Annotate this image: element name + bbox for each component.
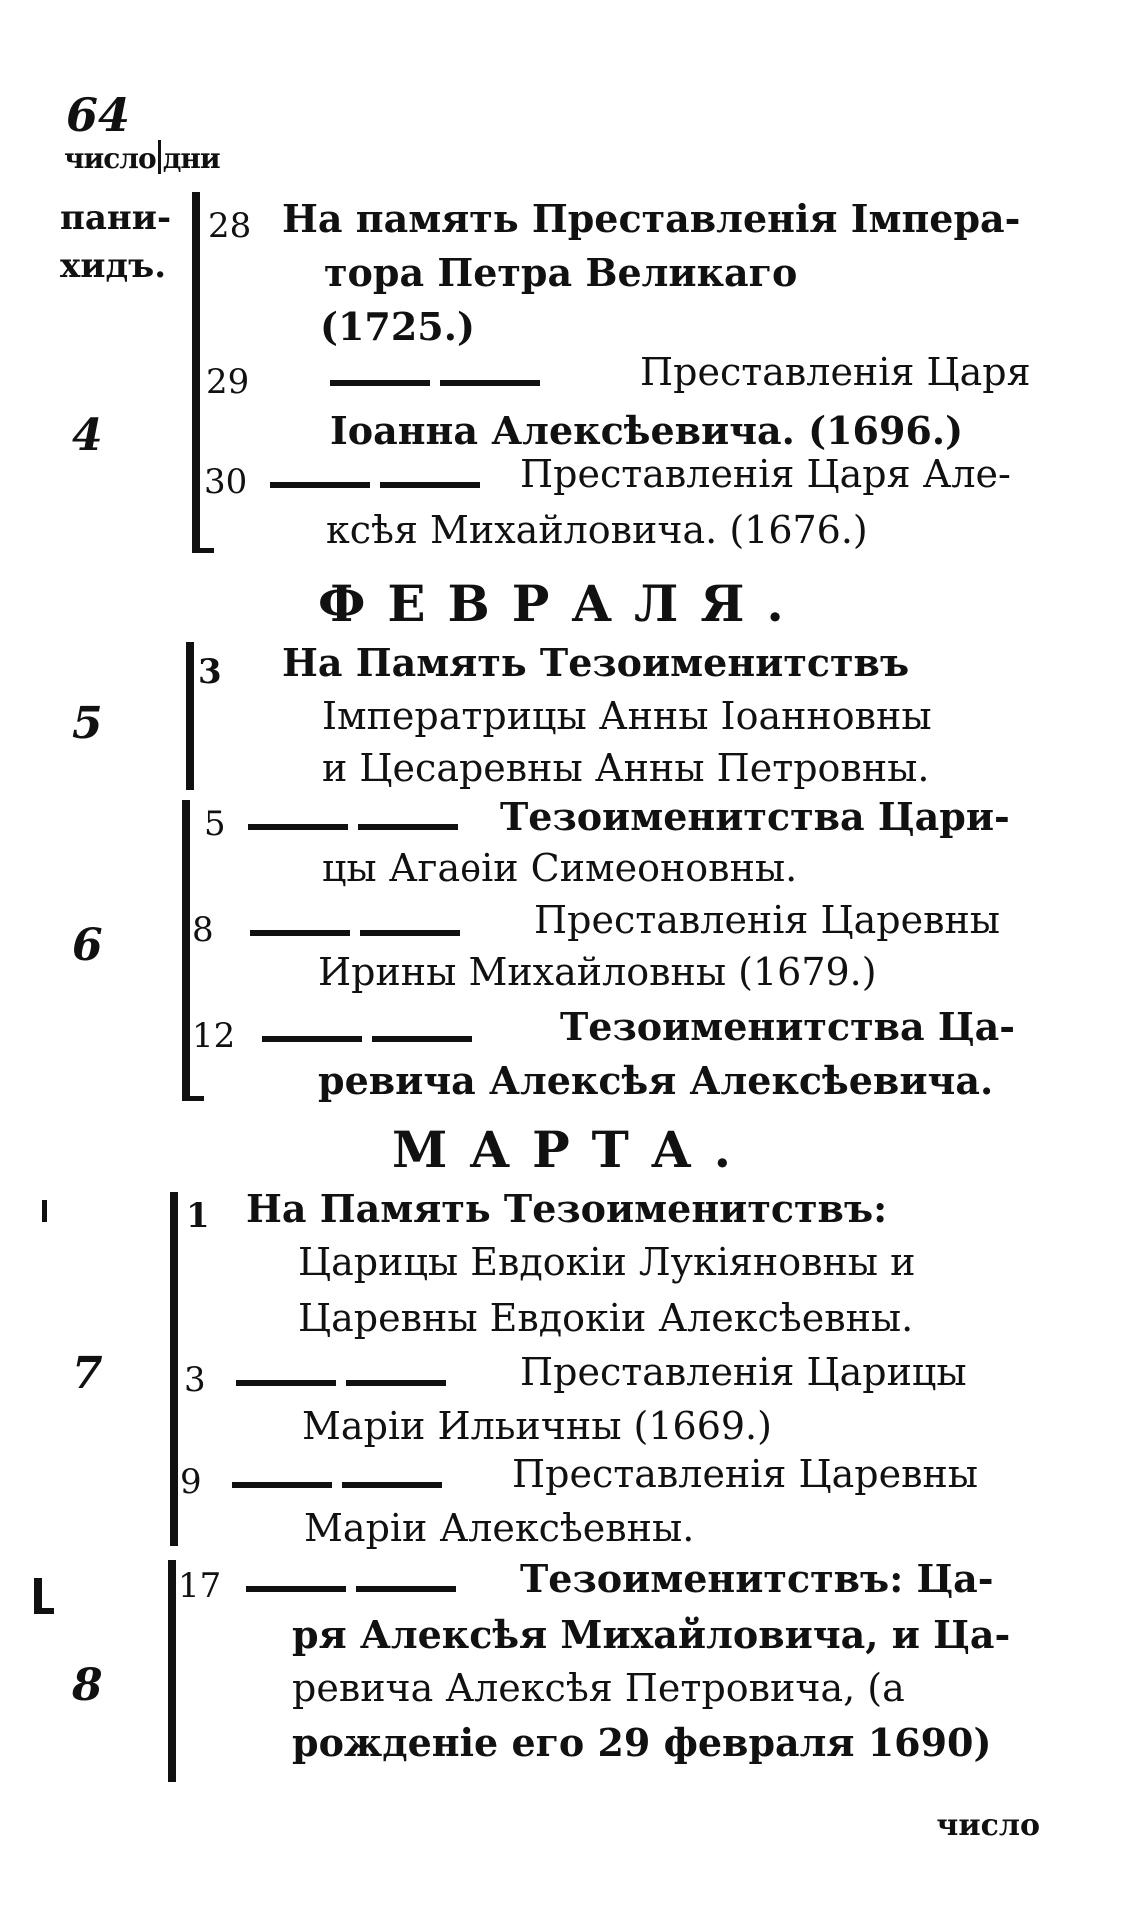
group-number: 7 (72, 1348, 103, 1399)
column-header-dni: дни (162, 142, 220, 175)
column-headers (64, 140, 220, 175)
brace-line (170, 1192, 178, 1546)
entry-line: и Цесаревны Анны Петровны. (322, 746, 930, 790)
ditto-dashes (270, 474, 480, 493)
page-number: 64 (66, 88, 131, 142)
entry-day: 17 (178, 1566, 222, 1606)
brace-line (168, 1560, 176, 1782)
entry-line: Царевны Евдокіи Алексѣевны. (298, 1296, 914, 1340)
entry-line: Тезоименитствъ: Ца- (520, 1556, 994, 1601)
ditto-dashes (246, 1578, 456, 1597)
entry-line: Царицы Евдокіи Лукіяновны и (298, 1240, 916, 1284)
entry-line: ря Алексѣя Михайловича, и Ца- (292, 1612, 1011, 1657)
entry-line: Преставленія Царевны (534, 898, 1001, 942)
entry-line: Маріи Алексѣевны. (304, 1506, 695, 1550)
entry-day: 5 (204, 804, 226, 844)
entry-line: Іоанна Алексѣевича. (1696.) (330, 408, 964, 453)
entry-day: 30 (204, 462, 248, 502)
entry-line: ксѣя Михайловича. (1676.) (326, 508, 868, 552)
ditto-dashes (236, 1372, 446, 1391)
entry-line: тора Петра Великаго (324, 250, 798, 295)
entry-line: На Память Тезоименитствъ: (246, 1186, 888, 1231)
entry-day: 1 (186, 1196, 210, 1236)
entry-day: 29 (206, 362, 250, 402)
ink-mark (42, 1200, 47, 1222)
column-header-chislo: число (64, 142, 156, 175)
column-separator (158, 140, 161, 174)
entry-day: 3 (198, 652, 222, 692)
entry-line: Преставленія Царицы (520, 1350, 967, 1394)
entry-line: Маріи Ильичны (1669.) (302, 1404, 772, 1448)
brace-tick (192, 548, 214, 553)
entry-day: 28 (208, 206, 252, 246)
brace-line (192, 192, 200, 552)
brace-line (182, 800, 190, 1100)
group-number: 4 (72, 410, 103, 461)
month-heading-march: МАРТА. (392, 1120, 754, 1179)
entry-day: 8 (192, 910, 214, 950)
entry-line: рожденіе его 29 февраля 1690) (292, 1720, 992, 1765)
entry-line: Преставленія Царя (640, 350, 1031, 394)
entry-day: 12 (192, 1016, 236, 1056)
ditto-dashes (250, 922, 460, 941)
group-number: 5 (72, 698, 103, 749)
entry-line: цы Агаѳіи Симеоновны. (322, 846, 798, 890)
entry-line: ревича Алексѣя Петровича, (а (292, 1666, 905, 1710)
entry-day: 9 (180, 1462, 202, 1502)
ditto-dashes (330, 372, 540, 391)
entry-line: Ирины Михайловны (1679.) (318, 950, 877, 994)
brace-tick (182, 1096, 204, 1101)
ink-mark (34, 1608, 54, 1614)
ditto-dashes (262, 1028, 472, 1047)
group-number: 8 (72, 1660, 103, 1711)
entry-line: На Память Тезоименитствъ (282, 640, 910, 685)
entry-line: Преставленія Царевны (512, 1452, 979, 1496)
month-heading-february: ФЕВРАЛЯ. (318, 574, 806, 633)
catchword: число (936, 1808, 1040, 1843)
entry-line: Тезоименитства Цари- (500, 794, 1010, 839)
entry-line: На память Преставленія Імпера- (282, 196, 1021, 241)
entry-day: 3 (184, 1360, 206, 1400)
panikhid-label-line1: пани- (60, 198, 172, 238)
group-number: 6 (72, 920, 103, 971)
entry-line: Імператрицы Анны Іоанновны (322, 694, 932, 738)
brace-line (186, 642, 194, 790)
entry-line: Преставленія Царя Але- (520, 452, 1011, 496)
panikhid-label-line2: хидъ. (60, 246, 167, 286)
entry-line: ревича Алексѣя Алексѣевича. (318, 1058, 994, 1103)
ditto-dashes (248, 816, 458, 835)
ditto-dashes (232, 1474, 442, 1493)
entry-line: (1725.) (320, 304, 475, 349)
entry-line: Тезоименитства Ца- (560, 1004, 1016, 1049)
